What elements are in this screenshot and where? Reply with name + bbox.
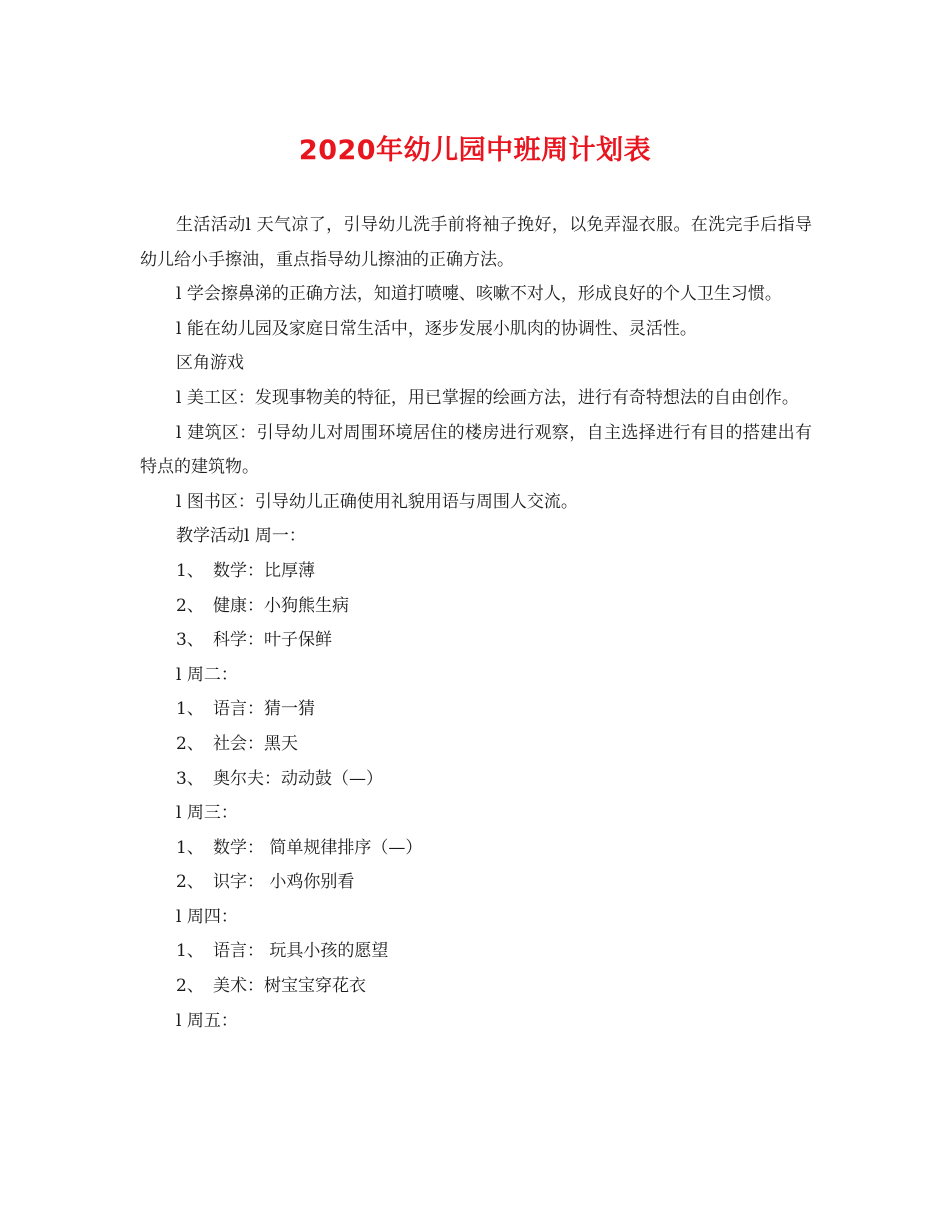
list-number: 1、 [176,837,204,858]
list-item [140,623,812,658]
list-number: 3、 [176,630,204,651]
list-text: 科学：叶子保鲜 [213,630,332,651]
list-item [140,969,812,1004]
section-heading-wednesday: l 周三： [176,803,238,824]
list-item [140,762,812,797]
document-body [140,208,812,1038]
paragraph-art-area: l 美工区：发现事物美的特征，用已掌握的绘画方法，进行有奇特想法的自由创作。 [176,387,799,408]
section-heading-monday: 教学活动l 周一： [176,526,306,547]
paragraph-book-area: l 图书区：引导幼儿正确使用礼貌用语与周围人交流。 [176,491,578,512]
list-text: 数学：比厚薄 [213,560,315,581]
list-text: 健康：小狗熊生病 [213,595,349,616]
list-number: 1、 [176,560,204,581]
list-number: 1、 [176,941,204,962]
list-text: 数学： 简单规律排序（—） [213,837,423,858]
list-item [140,727,812,762]
list-text: 社会：黑天 [213,733,298,754]
document-title: 2020年幼儿园中班周计划表 [298,135,652,166]
list-item [140,934,812,969]
list-number: 2、 [176,733,204,754]
paragraph-daily-life: 生活活动l 天气凉了，引导幼儿洗手前将袖子挽好，以免弄湿衣服。在洗完手后指导幼儿给小手擦油，重点指导幼儿擦油的正确方法。 [140,215,812,270]
list-text: 识字： 小鸡你别看 [213,872,355,893]
list-item [140,692,812,727]
list-text: 美术：树宝宝穿花衣 [213,976,366,997]
paragraph-hygiene: l 学会擦鼻涕的正确方法，知道打喷嚏、咳嗽不对人，形成良好的个人卫生习惯。 [176,284,782,305]
list-item [140,589,812,624]
list-number: 2、 [176,872,204,893]
list-text: 奥尔夫：动动鼓（—） [213,768,383,789]
section-heading-friday: l 周五： [176,1010,238,1031]
list-number: 3、 [176,768,204,789]
section-heading-corner-games: 区角游戏 [176,353,244,374]
section-heading-tuesday: l 周二： [176,664,238,685]
paragraph-building-area: l 建筑区：引导幼儿对周围环境居住的楼房进行观察，自主选择进行有目的搭建出有特点的建筑物。 [140,422,812,478]
section-heading-thursday: l 周四： [176,906,238,927]
list-item [140,865,812,900]
list-text: 语言： 玩具小孩的愿望 [213,941,389,962]
list-item [140,554,812,589]
paragraph-motor-skills: l 能在幼儿园及家庭日常生活中，逐步发展小肌肉的协调性、灵活性。 [176,318,697,339]
list-text: 语言：猜一猜 [213,699,315,720]
list-number: 2、 [176,976,204,997]
list-item [140,831,812,866]
list-number: 1、 [176,699,204,720]
list-number: 2、 [176,595,204,616]
